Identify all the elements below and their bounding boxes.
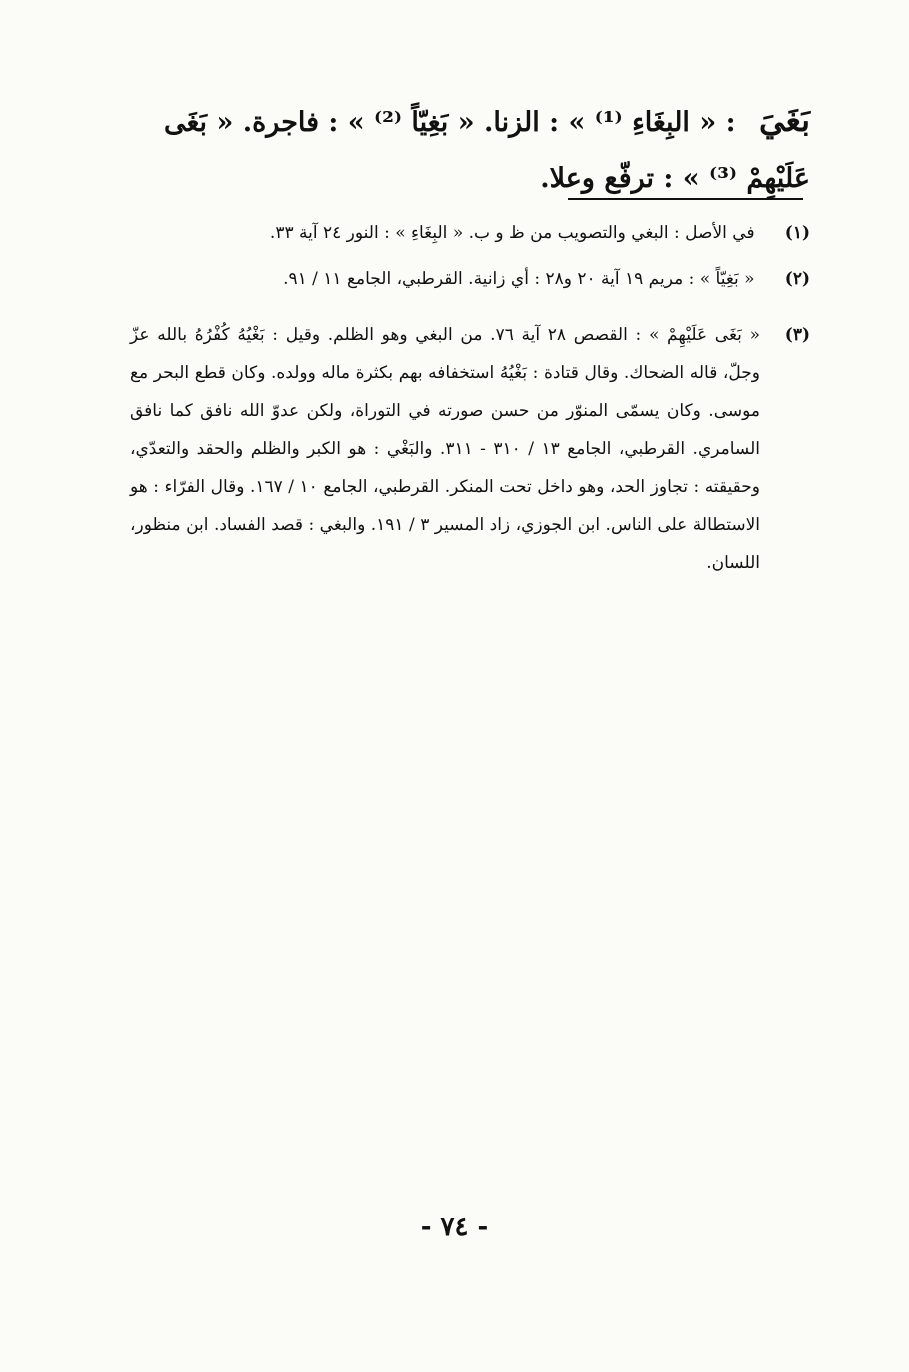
page-number: - ٧٤ - (420, 1212, 489, 1242)
footnote-text: في الأصل : البغي والتصويب من ظ و ب. « البِغَاءِ » : النور ٢٤ آية ٣٣. (269, 223, 755, 243)
footnote-text: « بَغِيّاً » : مريم ١٩ آية ٢٠ و٢٨ : أي زانية. القرطبي، الجامع ١١ / ٩١. (283, 269, 755, 289)
footnote-number: (١) (784, 223, 810, 243)
entry-headword: بَغَيَ (758, 101, 810, 139)
footnote-number: (٢) (784, 269, 810, 289)
footnote-number: (٣) (784, 325, 810, 345)
entry-definition: : « البِغَاءِ ⁽¹⁾ » : الزنا. « بَغِيّاً ⁽²⁾ » : فاجرة. « بَغَى عَلَيْهِمْ ⁽³⁾ » : ترفّع وعلا. (164, 107, 810, 194)
footnote-3 (130, 316, 810, 582)
footnote-2 (130, 260, 810, 298)
footnote-separator (568, 198, 803, 200)
footnote-1 (130, 214, 810, 252)
footnote-text: « بَغَى عَلَيْهِمْ » : القصص ٢٨ آية ٧٦. من البغي وهو الظلم. وقيل : بَغْيُهُ كُفْرُهُ بالله عزّ وجلّ، قاله الضحاك. وقال قتادة : بَغْيُهُ استخفافه بهم بكثرة ماله وولده. وكان قطع البحر مع موسى. وكان يسمّى المنوّر من حسن صورته في التوراة، ولكن عدوّ الله نافق كما نافق السامري. القرطبي، الجامع ١٣ / ٣١٠ - ٣١١. والبَغْي : هو الكبر والظلم والحقد والتعدّي، وحقيقته : تجاوز الحد، وهو داخل تحت المنكر. القرطبي، الجامع ١٠ / ١٦٧. وقال الفرّاء : هو الاستطالة على الناس. ابن الجوزي، زاد المسير ٣ / ١٩١. والبغي : قصد الفساد. ابن منظور، اللسان. (130, 325, 760, 573)
dictionary-entry (120, 92, 810, 207)
